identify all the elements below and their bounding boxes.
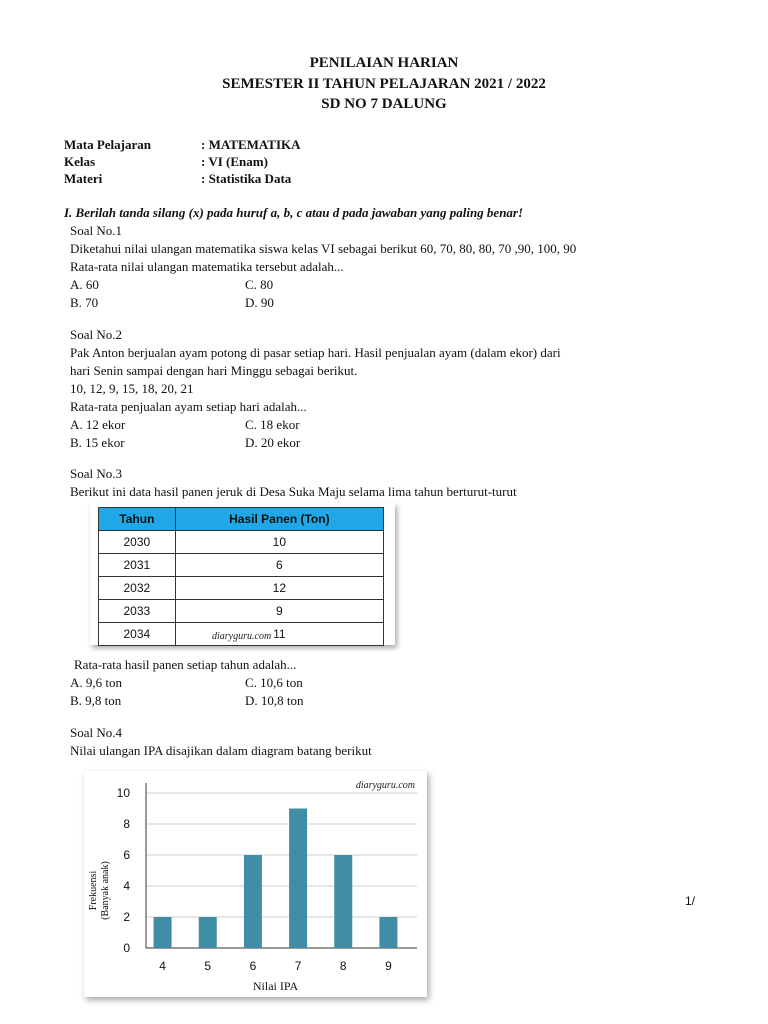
meta-subject-value: : MATEMATIKA bbox=[201, 137, 301, 152]
bar bbox=[334, 855, 352, 948]
table-cell-year: 2032 bbox=[99, 577, 176, 600]
table-cell-harvest: 12 bbox=[175, 577, 383, 600]
table-cell-harvest: 6 bbox=[175, 554, 383, 577]
q2-title: Soal No.2 bbox=[70, 327, 122, 342]
q1-option-c[interactable]: C. 80 bbox=[245, 277, 274, 292]
q1-option-a[interactable]: A. 60 bbox=[70, 277, 99, 292]
doc-school: SD NO 7 DALUNG bbox=[321, 96, 447, 112]
q2-option-d[interactable]: D. 20 ekor bbox=[245, 435, 301, 450]
x-axis-label: Nilai IPA bbox=[252, 979, 299, 993]
x-tick-label: 7 bbox=[294, 959, 302, 973]
page-number: 1/ bbox=[685, 894, 696, 908]
meta-subject-label: Mata Pelajaran bbox=[64, 137, 152, 152]
bar bbox=[244, 855, 262, 948]
table-row bbox=[99, 531, 384, 554]
q2-option-c[interactable]: C. 18 ekor bbox=[245, 417, 300, 432]
q1-question: Rata-rata nilai ulangan matematika tersebut adalah... bbox=[70, 259, 344, 274]
table-cell-harvest: 11 bbox=[175, 623, 383, 646]
harvest-table bbox=[98, 507, 384, 646]
doc-title: PENILAIAN HARIAN bbox=[309, 55, 459, 71]
y-tick-label: 2 bbox=[123, 910, 130, 924]
q2-data: 10, 12, 9, 15, 18, 20, 21 bbox=[70, 381, 194, 396]
table-cell-harvest: 10 bbox=[175, 531, 383, 554]
bar bbox=[379, 917, 397, 948]
y-tick-label: 4 bbox=[123, 879, 130, 893]
x-tick-label: 6 bbox=[249, 959, 257, 973]
table-header-harvest: Hasil Panen (Ton) bbox=[175, 508, 383, 531]
meta-topic-value: : Statistika Data bbox=[201, 171, 292, 186]
bar bbox=[154, 917, 172, 948]
q1-option-d[interactable]: D. 90 bbox=[245, 295, 274, 310]
y-tick-label: 10 bbox=[116, 786, 130, 800]
q4-text: Nilai ulangan IPA disajikan dalam diagram batang berikut bbox=[70, 743, 372, 758]
table-row bbox=[99, 577, 384, 600]
chart-watermark: diaryguru.com bbox=[355, 780, 415, 791]
q2-text-1: Pak Anton berjualan ayam potong di pasar setiap hari. Hasil penjualan ayam (dalam ekor) dari bbox=[70, 345, 561, 360]
table-cell-harvest: 9 bbox=[175, 600, 383, 623]
table-header-year: Tahun bbox=[99, 508, 176, 531]
q3-question: Rata-rata hasil panen setiap tahun adalah... bbox=[74, 657, 297, 672]
q3-text: Berikut ini data hasil panen jeruk di Desa Suka Maju selama lima tahun berturut-turut bbox=[70, 484, 517, 499]
q2-question: Rata-rata penjualan ayam setiap hari adalah... bbox=[70, 399, 307, 414]
q2-text-2: hari Senin sampai dengan hari Minggu sebagai berikut. bbox=[70, 363, 358, 378]
q3-option-a[interactable]: A. 9,6 ton bbox=[70, 675, 122, 690]
q3-option-c[interactable]: C. 10,6 ton bbox=[245, 675, 303, 690]
bar bbox=[199, 917, 217, 948]
meta-class-value: : VI (Enam) bbox=[201, 154, 268, 169]
bar bbox=[289, 809, 307, 949]
x-tick-label: 8 bbox=[339, 959, 347, 973]
doc-semester: SEMESTER II TAHUN PELAJARAN 2021 / 2022 bbox=[222, 76, 546, 92]
x-tick-label: 9 bbox=[385, 959, 392, 973]
q1-title: Soal No.1 bbox=[70, 223, 122, 238]
meta-topic-label: Materi bbox=[64, 171, 103, 186]
table-watermark: diaryguru.com bbox=[212, 631, 272, 642]
harvest-table-card bbox=[90, 503, 395, 645]
table-row bbox=[99, 554, 384, 577]
table-cell-year: 2031 bbox=[99, 554, 176, 577]
q2-option-a[interactable]: A. 12 ekor bbox=[70, 417, 126, 432]
y-axis-label: (Banyak anak) bbox=[100, 861, 111, 920]
table-cell-year: 2030 bbox=[99, 531, 176, 554]
table-row bbox=[99, 600, 384, 623]
y-tick-label: 6 bbox=[123, 848, 130, 862]
meta-class-label: Kelas bbox=[64, 154, 96, 169]
table-cell-year: 2034 bbox=[99, 623, 176, 646]
q4-title: Soal No.4 bbox=[70, 725, 122, 740]
bar-chart-card bbox=[84, 771, 427, 997]
table-cell-year: 2033 bbox=[99, 600, 176, 623]
x-tick-label: 5 bbox=[204, 959, 212, 973]
q1-text: Diketahui nilai ulangan matematika siswa kelas VI sebagai berikut 60, 70, 80, 80, 70 ,90, 100, 90 bbox=[70, 241, 577, 256]
bar-chart bbox=[84, 771, 427, 997]
y-axis-label: Frekuensi bbox=[88, 870, 99, 911]
q3-option-d[interactable]: D. 10,8 ton bbox=[245, 693, 304, 708]
y-tick-label: 0 bbox=[123, 941, 130, 955]
instruction: I. Berilah tanda silang (x) pada huruf a, b, c atau d pada jawaban yang paling benar! bbox=[64, 205, 524, 220]
x-tick-label: 4 bbox=[159, 959, 166, 973]
q1-option-b[interactable]: B. 70 bbox=[70, 295, 99, 310]
q3-title: Soal No.3 bbox=[70, 466, 122, 481]
y-tick-label: 8 bbox=[123, 817, 130, 831]
q3-option-b[interactable]: B. 9,8 ton bbox=[70, 693, 122, 708]
q2-option-b[interactable]: B. 15 ekor bbox=[70, 435, 125, 450]
